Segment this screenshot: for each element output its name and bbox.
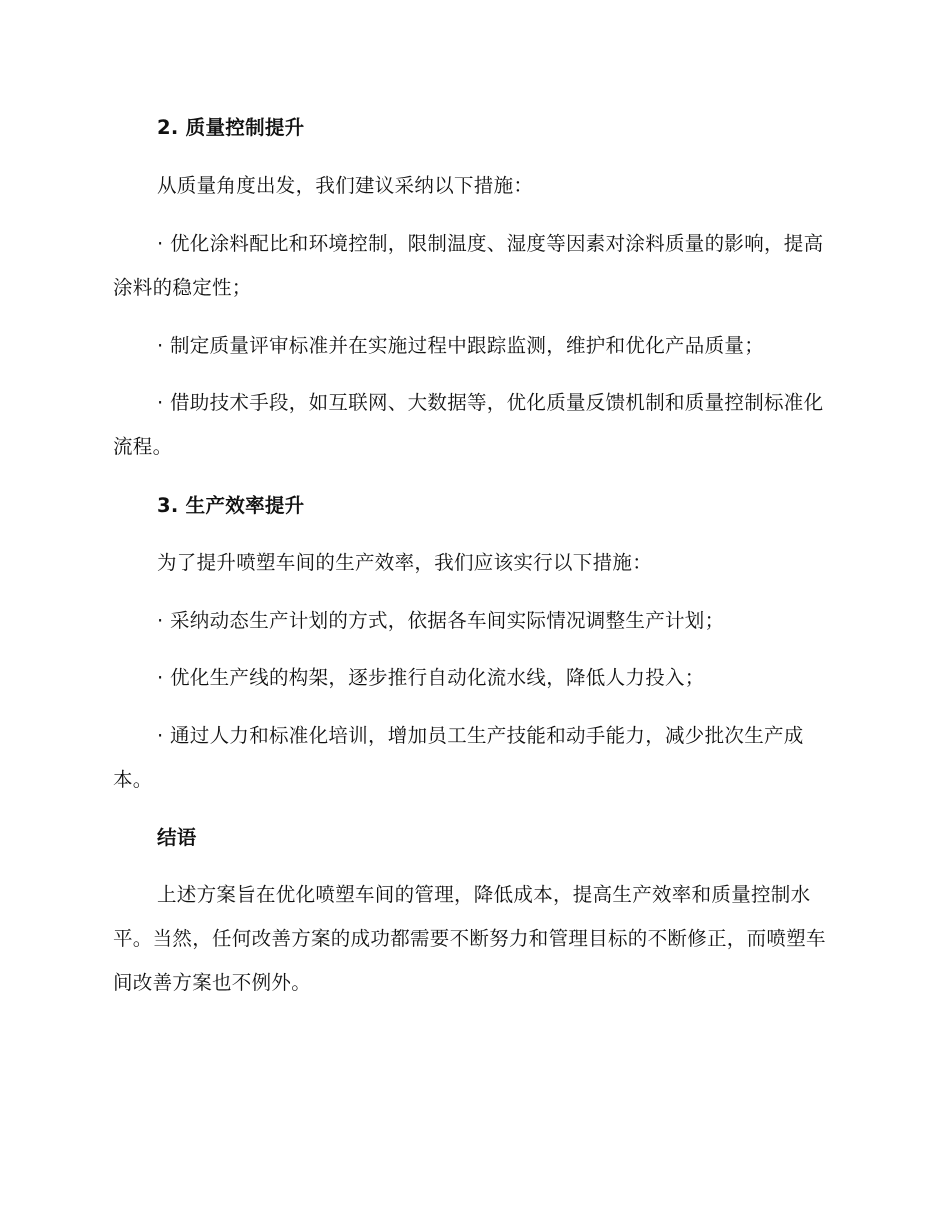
conclusion-body: 上述方案旨在优化喷塑车间的管理，降低成本，提高生产效率和质量控制水平。当然，任何改善方案的成功都需要不断努力和管理目标的不断修正，而喷塑车间改善方案也不例外。 bbox=[113, 883, 826, 994]
section-intro-quality: 从质量角度出发，我们建议采纳以下措施： bbox=[157, 174, 534, 197]
bullet-item: · 借助技术手段，如互联网、大数据等，优化质量反馈机制和质量控制标准化流程。 bbox=[113, 391, 824, 458]
section-heading-quality: 2. 质量控制提升 bbox=[157, 116, 305, 139]
bullet-item: · 优化涂料配比和环境控制，限制温度、湿度等因素对涂料质量的影响，提高涂料的稳定性； bbox=[113, 232, 824, 299]
bullet-item: · 制定质量评审标准并在实施过程中跟踪监测，维护和优化产品质量； bbox=[157, 334, 764, 357]
bullet-item: · 优化生产线的构架，逐步推行自动化流水线，降低人力投入； bbox=[157, 666, 705, 689]
bullet-item: · 采纳动态生产计划的方式，依据各车间实际情况调整生产计划； bbox=[157, 609, 725, 632]
bullet-item: · 通过人力和标准化培训，增加员工生产技能和动手能力，减少批次生产成本。 bbox=[113, 724, 804, 791]
section-heading-efficiency: 3. 生产效率提升 bbox=[157, 494, 305, 517]
conclusion-heading: 结语 bbox=[157, 826, 197, 849]
section-intro-efficiency: 为了提升喷塑车间的生产效率，我们应该实行以下措施： bbox=[157, 551, 653, 574]
